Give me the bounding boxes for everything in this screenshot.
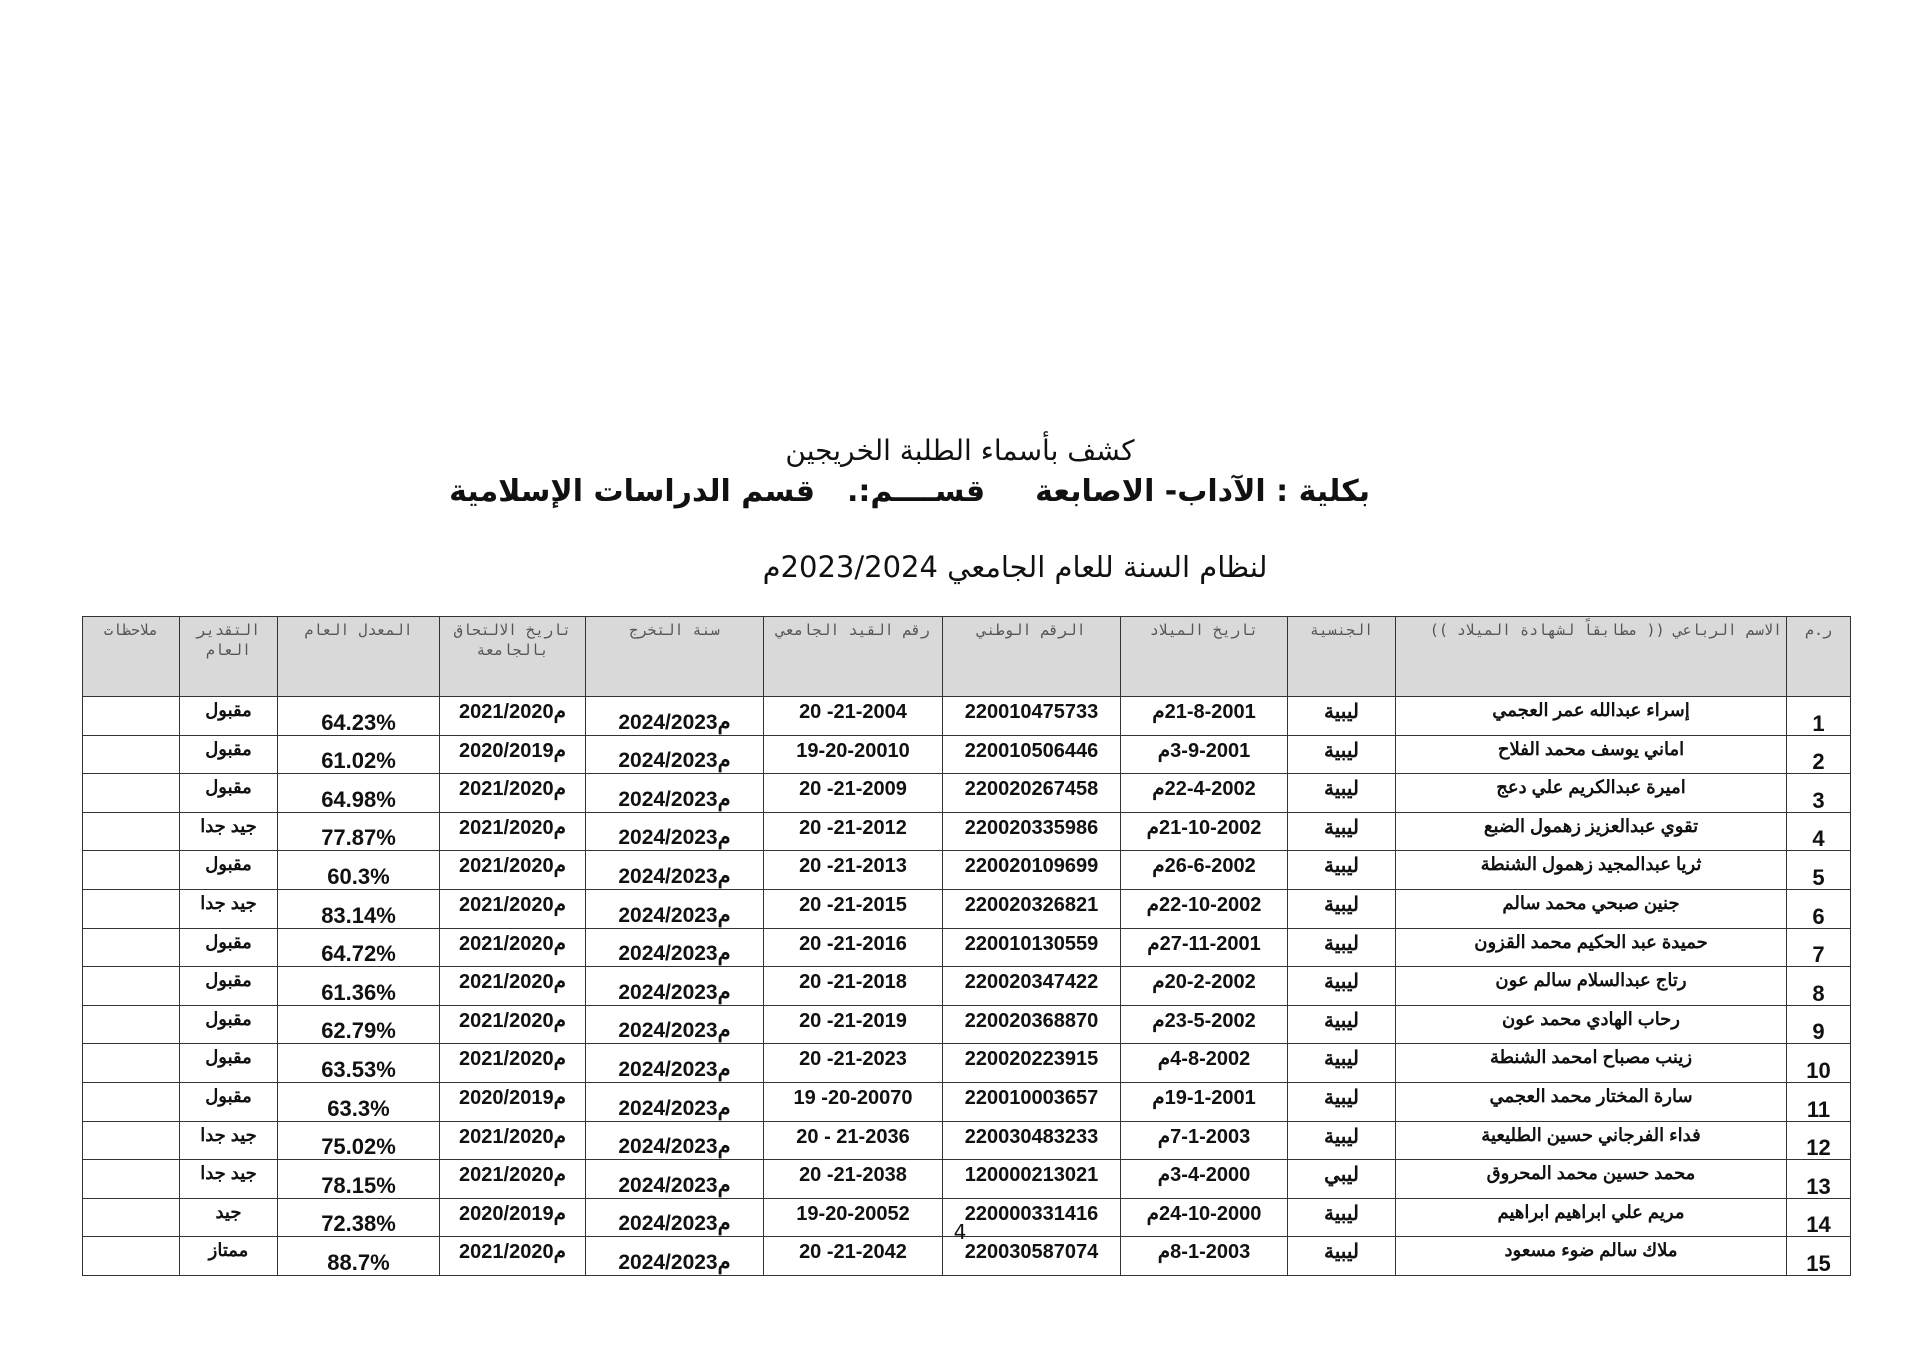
birth-date: 23-5-2002م bbox=[1121, 1005, 1288, 1044]
registration-number: 20 - 21-2036 bbox=[764, 1121, 943, 1160]
notes bbox=[83, 1121, 180, 1160]
table-row bbox=[83, 1044, 1851, 1083]
overall-gpa: 61.02% bbox=[278, 735, 440, 774]
table-row bbox=[83, 697, 1851, 736]
national-id: 220010506446 bbox=[943, 735, 1121, 774]
table-row bbox=[83, 1082, 1851, 1121]
overall-grade: جيد bbox=[180, 1198, 278, 1237]
nationality: ليبية bbox=[1288, 1044, 1396, 1083]
college-name: بكلية : الآداب- الاصابعة bbox=[1035, 474, 1370, 509]
row-number: 7 bbox=[1787, 928, 1851, 967]
overall-grade: مقبول bbox=[180, 1005, 278, 1044]
student-name: محمد حسين محمد المحروق bbox=[1396, 1160, 1787, 1199]
student-name: مريم علي ابراهيم ابراهيم bbox=[1396, 1198, 1787, 1237]
registration-number: 19-20-20010 bbox=[764, 735, 943, 774]
overall-gpa: 75.02% bbox=[278, 1121, 440, 1160]
row-number: 9 bbox=[1787, 1005, 1851, 1044]
registration-number: 19 -20-20070 bbox=[764, 1082, 943, 1121]
row-number: 2 bbox=[1787, 735, 1851, 774]
registration-number: 20 -21-2038 bbox=[764, 1160, 943, 1199]
birth-date: 26-6-2002م bbox=[1121, 851, 1288, 890]
registration-number: 20 -21-2016 bbox=[764, 928, 943, 967]
registration-number: 20 -21-2004 bbox=[764, 697, 943, 736]
student-name: اماني يوسف محمد الفلاح bbox=[1396, 735, 1787, 774]
graduation-year: 2024/2023م bbox=[586, 735, 764, 774]
national-id: 220030483233 bbox=[943, 1121, 1121, 1160]
overall-grade: مقبول bbox=[180, 697, 278, 736]
nationality: ليبية bbox=[1288, 1082, 1396, 1121]
national-id: 220020368870 bbox=[943, 1005, 1121, 1044]
birth-date: 4-8-2002م bbox=[1121, 1044, 1288, 1083]
notes bbox=[83, 1005, 180, 1044]
overall-gpa: 61.36% bbox=[278, 967, 440, 1006]
notes bbox=[83, 774, 180, 813]
birth-date: 19-1-2001م bbox=[1121, 1082, 1288, 1121]
registration-number: 20 -21-2019 bbox=[764, 1005, 943, 1044]
registration-number: 20 -21-2012 bbox=[764, 812, 943, 851]
student-name: سارة المختار محمد العجمي bbox=[1396, 1082, 1787, 1121]
nationality: ليبية bbox=[1288, 851, 1396, 890]
table-row bbox=[83, 812, 1851, 851]
notes bbox=[83, 812, 180, 851]
enrollment-date: 2021/2020م bbox=[440, 928, 586, 967]
overall-grade: مقبول bbox=[180, 851, 278, 890]
enrollment-date: 2021/2020م bbox=[440, 967, 586, 1006]
student-name: ملاك سالم ضوء مسعود bbox=[1396, 1237, 1787, 1276]
birth-date: 27-11-2001م bbox=[1121, 928, 1288, 967]
overall-gpa: 62.79% bbox=[278, 1005, 440, 1044]
overall-grade: مقبول bbox=[180, 967, 278, 1006]
graduation-year: 2024/2023م bbox=[586, 812, 764, 851]
table-row bbox=[83, 889, 1851, 928]
nationality: ليبية bbox=[1288, 928, 1396, 967]
student-name: إسراء عبدالله عمر العجمي bbox=[1396, 697, 1787, 736]
birth-date: 22-10-2002م bbox=[1121, 889, 1288, 928]
nationality: ليبي bbox=[1288, 1160, 1396, 1199]
row-number: 12 bbox=[1787, 1121, 1851, 1160]
birth-date: 20-2-2002م bbox=[1121, 967, 1288, 1006]
column-header: رقم القيد الجامعي bbox=[764, 617, 943, 697]
column-header: الجنسية bbox=[1288, 617, 1396, 697]
nationality: ليبية bbox=[1288, 774, 1396, 813]
nationality: ليبية bbox=[1288, 735, 1396, 774]
national-id: 220020347422 bbox=[943, 967, 1121, 1006]
page-number: 4 bbox=[953, 1220, 967, 1244]
column-header: ر.م bbox=[1787, 617, 1851, 697]
graduation-year: 2024/2023م bbox=[586, 697, 764, 736]
column-header: تاريخ الميلاد bbox=[1121, 617, 1288, 697]
column-header: ملاحظات bbox=[83, 617, 180, 697]
national-id: 220020335986 bbox=[943, 812, 1121, 851]
table-row bbox=[83, 1005, 1851, 1044]
overall-grade: جيد جدا bbox=[180, 889, 278, 928]
overall-grade: مقبول bbox=[180, 774, 278, 813]
notes bbox=[83, 697, 180, 736]
overall-grade: جيد جدا bbox=[180, 1121, 278, 1160]
overall-grade: مقبول bbox=[180, 735, 278, 774]
enrollment-date: 2021/2020م bbox=[440, 1121, 586, 1160]
birth-date: 3-9-2001م bbox=[1121, 735, 1288, 774]
birth-date: 21-8-2001م bbox=[1121, 697, 1288, 736]
graduation-year: 2024/2023م bbox=[586, 1005, 764, 1044]
overall-grade: ممتاز bbox=[180, 1237, 278, 1276]
overall-gpa: 72.38% bbox=[278, 1198, 440, 1237]
table-row bbox=[83, 735, 1851, 774]
department-group bbox=[449, 474, 985, 509]
graduation-year: 2024/2023م bbox=[586, 1160, 764, 1199]
notes bbox=[83, 1044, 180, 1083]
national-id: 220020267458 bbox=[943, 774, 1121, 813]
overall-gpa: 83.14% bbox=[278, 889, 440, 928]
graduation-year: 2024/2023م bbox=[586, 1198, 764, 1237]
nationality: ليبية bbox=[1288, 697, 1396, 736]
department-name: قسم الدراسات الإسلامية bbox=[449, 474, 815, 509]
national-id: 220010130559 bbox=[943, 928, 1121, 967]
row-number: 15 bbox=[1787, 1237, 1851, 1276]
row-number: 11 bbox=[1787, 1082, 1851, 1121]
row-number: 6 bbox=[1787, 889, 1851, 928]
row-number: 5 bbox=[1787, 851, 1851, 890]
national-id: 220030587074 bbox=[943, 1237, 1121, 1276]
table-row bbox=[83, 1121, 1851, 1160]
graduation-year: 2024/2023م bbox=[586, 967, 764, 1006]
column-header: التقدير العام bbox=[180, 617, 278, 697]
notes bbox=[83, 928, 180, 967]
student-name: فداء الفرجاني حسين الطليعية bbox=[1396, 1121, 1787, 1160]
academic-year-line: لنظام السنة للعام الجامعي 2023/2024م bbox=[762, 550, 1268, 584]
overall-grade: مقبول bbox=[180, 928, 278, 967]
overall-gpa: 63.3% bbox=[278, 1082, 440, 1121]
enrollment-date: 2021/2020م bbox=[440, 851, 586, 890]
registration-number: 20 -21-2042 bbox=[764, 1237, 943, 1276]
graduation-year: 2024/2023م bbox=[586, 928, 764, 967]
enrollment-date: 2020/2019م bbox=[440, 1198, 586, 1237]
overall-grade: مقبول bbox=[180, 1082, 278, 1121]
student-name: زينب مصباح امحمد الشنطة bbox=[1396, 1044, 1787, 1083]
overall-gpa: 60.3% bbox=[278, 851, 440, 890]
department-label: قســــم:. bbox=[846, 474, 986, 509]
registration-number: 19-20-20052 bbox=[764, 1198, 943, 1237]
national-id: 220020223915 bbox=[943, 1044, 1121, 1083]
birth-date: 22-4-2002م bbox=[1121, 774, 1288, 813]
national-id: 220010003657 bbox=[943, 1082, 1121, 1121]
graduation-year: 2024/2023م bbox=[586, 1237, 764, 1276]
registration-number: 20 -21-2009 bbox=[764, 774, 943, 813]
birth-date: 24-10-2000م bbox=[1121, 1198, 1288, 1237]
overall-grade: جيد جدا bbox=[180, 1160, 278, 1199]
student-name: ثريا عبدالمجيد زهمول الشنطة bbox=[1396, 851, 1787, 890]
birth-date: 8-1-2003م bbox=[1121, 1237, 1288, 1276]
row-number: 3 bbox=[1787, 774, 1851, 813]
graduation-year: 2024/2023م bbox=[586, 1044, 764, 1083]
birth-date: 7-1-2003م bbox=[1121, 1121, 1288, 1160]
graduation-year: 2024/2023م bbox=[586, 1082, 764, 1121]
college-department-line bbox=[449, 474, 1370, 509]
student-name: اميرة عبدالكريم علي دعج bbox=[1396, 774, 1787, 813]
national-id: 220020109699 bbox=[943, 851, 1121, 890]
registration-number: 20 -21-2015 bbox=[764, 889, 943, 928]
registration-number: 20 -21-2013 bbox=[764, 851, 943, 890]
row-number: 8 bbox=[1787, 967, 1851, 1006]
enrollment-date: 2020/2019م bbox=[440, 1082, 586, 1121]
graduates-table bbox=[82, 616, 1851, 1276]
enrollment-date: 2021/2020م bbox=[440, 1160, 586, 1199]
nationality: ليبية bbox=[1288, 1198, 1396, 1237]
row-number: 4 bbox=[1787, 812, 1851, 851]
student-name: جنين صبحي محمد سالم bbox=[1396, 889, 1787, 928]
student-name: رحاب الهادي محمد عون bbox=[1396, 1005, 1787, 1044]
enrollment-date: 2021/2020م bbox=[440, 889, 586, 928]
notes bbox=[83, 735, 180, 774]
nationality: ليبية bbox=[1288, 812, 1396, 851]
notes bbox=[83, 851, 180, 890]
nationality: ليبية bbox=[1288, 967, 1396, 1006]
row-number: 13 bbox=[1787, 1160, 1851, 1199]
row-number: 14 bbox=[1787, 1198, 1851, 1237]
registration-number: 20 -21-2018 bbox=[764, 967, 943, 1006]
document-title: كشف بأسماء الطلبة الخريجين bbox=[785, 434, 1135, 467]
notes bbox=[83, 889, 180, 928]
overall-grade: مقبول bbox=[180, 1044, 278, 1083]
national-id: 220020326821 bbox=[943, 889, 1121, 928]
overall-gpa: 63.53% bbox=[278, 1044, 440, 1083]
table-row bbox=[83, 928, 1851, 967]
graduation-year: 2024/2023م bbox=[586, 889, 764, 928]
table-row bbox=[83, 1160, 1851, 1199]
nationality: ليبية bbox=[1288, 1121, 1396, 1160]
table-body bbox=[83, 697, 1851, 1276]
overall-gpa: 64.98% bbox=[278, 774, 440, 813]
enrollment-date: 2021/2020م bbox=[440, 697, 586, 736]
overall-gpa: 64.72% bbox=[278, 928, 440, 967]
enrollment-date: 2021/2020م bbox=[440, 812, 586, 851]
column-header: تاريخ الالتحاق بالجامعة bbox=[440, 617, 586, 697]
enrollment-date: 2020/2019م bbox=[440, 735, 586, 774]
national-id: 220010475733 bbox=[943, 697, 1121, 736]
table-row bbox=[83, 851, 1851, 890]
row-number: 10 bbox=[1787, 1044, 1851, 1083]
column-header: الرقم الوطني bbox=[943, 617, 1121, 697]
overall-gpa: 77.87% bbox=[278, 812, 440, 851]
enrollment-date: 2021/2020م bbox=[440, 774, 586, 813]
enrollment-date: 2021/2020م bbox=[440, 1005, 586, 1044]
nationality: ليبية bbox=[1288, 889, 1396, 928]
national-id: 120000213021 bbox=[943, 1160, 1121, 1199]
graduation-year: 2024/2023م bbox=[586, 1121, 764, 1160]
overall-grade: جيد جدا bbox=[180, 812, 278, 851]
column-header: الاسم الرباعي (( مطابقاً لشهادة الميلاد )) bbox=[1396, 617, 1787, 697]
enrollment-date: 2021/2020م bbox=[440, 1044, 586, 1083]
registration-number: 20 -21-2023 bbox=[764, 1044, 943, 1083]
overall-gpa: 64.23% bbox=[278, 697, 440, 736]
column-header: سنة التخرج bbox=[586, 617, 764, 697]
table-row bbox=[83, 967, 1851, 1006]
notes bbox=[83, 1160, 180, 1199]
nationality: ليبية bbox=[1288, 1237, 1396, 1276]
overall-gpa: 88.7% bbox=[278, 1237, 440, 1276]
nationality: ليبية bbox=[1288, 1005, 1396, 1044]
notes bbox=[83, 1082, 180, 1121]
student-name: تقوي عبدالعزيز زهمول الضبع bbox=[1396, 812, 1787, 851]
national-id: 220000331416 bbox=[943, 1198, 1121, 1237]
overall-gpa: 78.15% bbox=[278, 1160, 440, 1199]
birth-date: 21-10-2002م bbox=[1121, 812, 1288, 851]
student-name: رتاج عبدالسلام سالم عون bbox=[1396, 967, 1787, 1006]
graduation-year: 2024/2023م bbox=[586, 774, 764, 813]
table-header-row bbox=[83, 617, 1851, 697]
row-number: 1 bbox=[1787, 697, 1851, 736]
table-row bbox=[83, 774, 1851, 813]
column-header: المعدل العام bbox=[278, 617, 440, 697]
graduation-year: 2024/2023م bbox=[586, 851, 764, 890]
student-name: حميدة عبد الحكيم محمد القزون bbox=[1396, 928, 1787, 967]
notes bbox=[83, 967, 180, 1006]
birth-date: 3-4-2000م bbox=[1121, 1160, 1288, 1199]
enrollment-date: 2021/2020م bbox=[440, 1237, 586, 1276]
